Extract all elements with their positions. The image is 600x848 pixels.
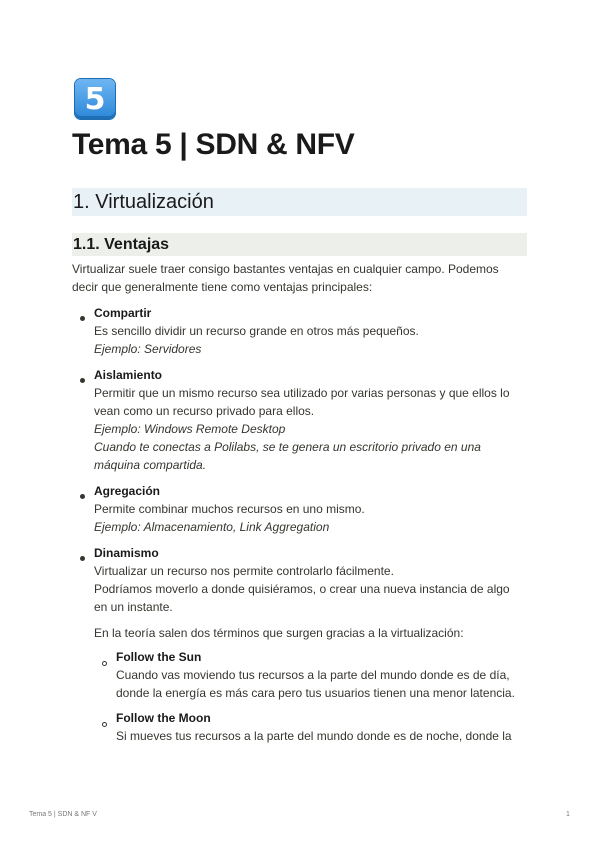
intro-line-2: decir que generalmente tiene como ventajas principales: xyxy=(72,280,373,294)
sub-follow-sun-text-1: Cuando vas moviendo tus recursos a la parte del mundo donde es de día, xyxy=(116,668,510,682)
item-dinamismo-text-1: Virtualizar un recurso nos permite controlarlo fácilmente. xyxy=(94,564,394,578)
keycap-five-icon: 5 xyxy=(75,79,115,119)
item-compartir-example: Ejemplo: Servidores xyxy=(94,342,202,356)
item-compartir-label: Compartir xyxy=(94,306,152,320)
sub-follow-sun-text-2: donde la energía es más cara pero tus usuarios tienen una menor latencia. xyxy=(116,686,515,700)
item-dinamismo-text-3: en un instante. xyxy=(94,600,173,614)
intro-line-1: Virtualizar suele traer consigo bastantes ventajas en cualquier campo. Podemos xyxy=(72,262,499,276)
footer-page-number: 1 xyxy=(566,811,570,818)
footer-title: Tema 5 | SDN & NF V xyxy=(29,811,97,818)
item-agregacion-example: Ejemplo: Almacenamiento, Link Aggregation xyxy=(94,520,330,534)
bullet-icon xyxy=(80,378,85,383)
item-dinamismo-after: En la teoría salen dos términos que surgen gracias a la virtualización: xyxy=(94,626,464,640)
bullet-icon xyxy=(80,316,85,321)
item-dinamismo-label: Dinamismo xyxy=(94,546,159,560)
item-agregacion-label: Agregación xyxy=(94,484,161,498)
item-aislamiento-note-1: Cuando te conectas a Polilabs, se te genera un escritorio privado en una xyxy=(94,440,481,454)
bullet-icon xyxy=(80,494,85,499)
sub-follow-moon-label: Follow the Moon xyxy=(116,711,211,725)
sub-follow-sun-label: Follow the Sun xyxy=(116,650,202,664)
circle-bullet-icon xyxy=(102,661,107,666)
item-compartir-text: Es sencillo dividir un recurso grande en otros más pequeños. xyxy=(94,324,419,338)
subsection-heading: 1.1. Ventajas xyxy=(72,233,527,256)
item-aislamiento-text-1: Permitir que un mismo recurso sea utilizado por varias personas y que ellos lo xyxy=(94,386,510,400)
section-heading: 1. Virtualización xyxy=(72,188,527,216)
bullet-icon xyxy=(80,556,85,561)
item-aislamiento-example: Ejemplo: Windows Remote Desktop xyxy=(94,422,286,436)
item-dinamismo-text-2: Podríamos moverlo a donde quisiéramos, o crear una nueva instancia de algo xyxy=(94,582,510,596)
sub-follow-moon-text-1: Si mueves tus recursos a la parte del mundo donde es de noche, donde la xyxy=(116,729,512,743)
page-title: Tema 5 | SDN & NFV xyxy=(72,128,355,161)
circle-bullet-icon xyxy=(102,722,107,727)
item-aislamiento-text-2: vean como un recurso privado para ellos. xyxy=(94,404,315,418)
item-aislamiento-label: Aislamiento xyxy=(94,368,163,382)
item-agregacion-text: Permite combinar muchos recursos en uno mismo. xyxy=(94,502,365,516)
item-aislamiento-note-2: máquina compartida. xyxy=(94,458,207,472)
